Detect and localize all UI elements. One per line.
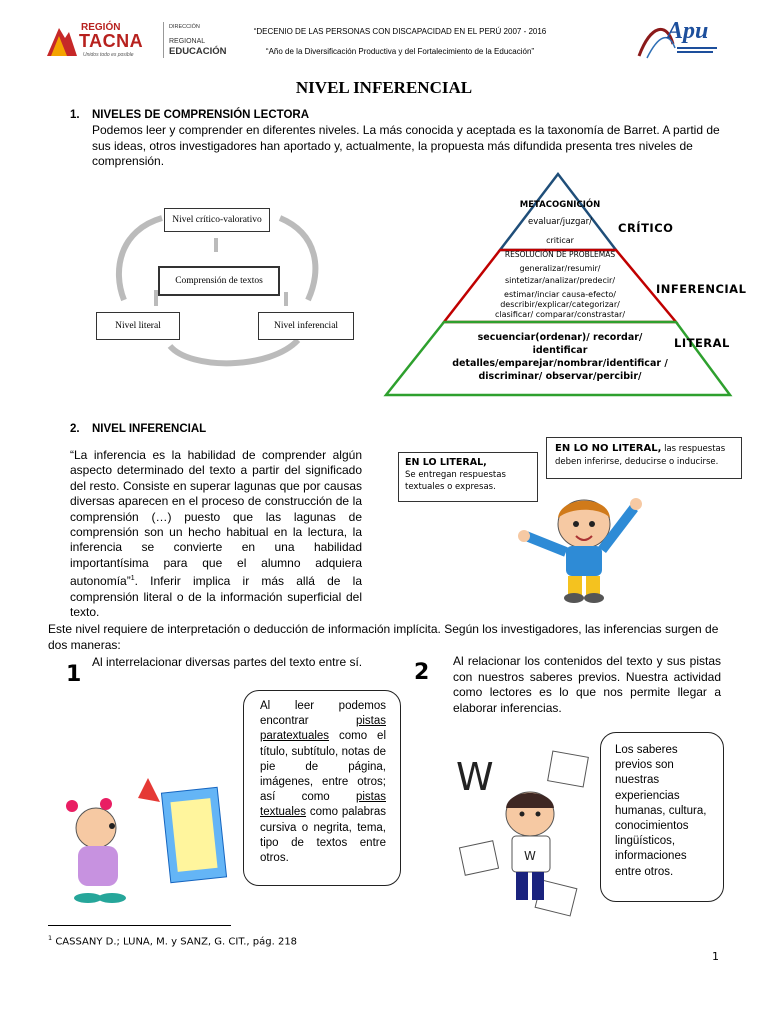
way2-number: 2 bbox=[414, 660, 430, 685]
tacna-mountain-icon bbox=[45, 22, 77, 58]
section2-footnote-ref: 1 bbox=[130, 575, 135, 583]
pyramid-mid-line5: clasificar/ comparar/constrastar/ bbox=[494, 310, 626, 319]
literal-box-title: EN LO LITERAL, bbox=[405, 457, 487, 468]
logo-tagline: Unidos todo es posible bbox=[83, 52, 134, 58]
nonliteral-box-text: las respuestas deben inferirse, deducirse o inducirse. bbox=[555, 444, 726, 467]
cycle-left-box: Nivel literal bbox=[96, 312, 180, 340]
section2-quote: “La inferencia es la habilidad de comprender algún aspecto determinado del texto a partir del significado del resto. Consiste en superar lagunas que por causas diversas aparecen en el proceso de construcción de la comprensión (…) puesto que las lagunas de comprensión son un hecho habitual en la lectura, la inferencia se convierte en una habilidad importantísima para que el alumno adquiera autonomía” bbox=[70, 448, 362, 589]
pyramid-mid-title: RESOLUCIÓN DE PROBLEMAS bbox=[504, 250, 616, 259]
footnote-separator bbox=[48, 925, 231, 926]
nonliteral-box-title: EN LO NO LITERAL, bbox=[555, 443, 662, 454]
paratextual-bubble bbox=[243, 690, 401, 886]
section1-number: 1. bbox=[70, 109, 80, 121]
pyramid-mid-line3: estimar/inciar causa-efecto/ bbox=[504, 290, 616, 299]
footnote bbox=[48, 934, 297, 947]
section2-tail: . Inferir implica ir más allá de la comprensión literal o de la información superficial del texto. bbox=[70, 574, 362, 620]
apu-underline-2 bbox=[677, 51, 713, 53]
pyramid-bot-line1: secuenciar(ordenar)/ recordar/ bbox=[477, 332, 643, 343]
pyramid-mid-line2: sintetizar/analizar/predecir/ bbox=[504, 276, 616, 285]
bubble1-part-a: Al leer podemos encontrar bbox=[260, 700, 386, 728]
bubble1-textual: pistas textuales bbox=[260, 791, 386, 819]
cycle-top-box: Nivel crítico-valorativo bbox=[164, 208, 270, 232]
pyramid-top-title: METACOGNICIÓN bbox=[519, 200, 601, 210]
apu-underline bbox=[677, 47, 717, 49]
pyramid-top-line1: evaluar/juzgar/ bbox=[528, 217, 592, 227]
pyramid-label-literal: LITERAL bbox=[674, 336, 730, 350]
logo-divider bbox=[163, 22, 164, 58]
footnote-text: CASSANY D.; LUNA, M. y SANZ, G. CIT., pág. 218 bbox=[52, 936, 298, 948]
literal-box-text: Se entregan respuestas textuales o expresas. bbox=[405, 470, 506, 492]
way1-text: Al interrelacionar diversas partes del texto entre sí. bbox=[92, 655, 363, 669]
logo-region: REGIÓN bbox=[81, 22, 121, 33]
page-title: NIVEL INFERENCIAL bbox=[295, 78, 473, 97]
pyramid-bot-line4: discriminar/ observar/percibir/ bbox=[478, 371, 642, 382]
prior-knowledge-bubble: Los saberes previos son nuestras experiencias humanas, cultura, conocimientos lingüísticos, informaciones entre otros. bbox=[600, 732, 724, 902]
svg-text:W: W bbox=[456, 755, 494, 799]
pyramid-mid-line1: generalizar/resumir/ bbox=[519, 264, 601, 273]
pyramid-mid-line4: describir/explicar/categorizar/ bbox=[500, 300, 620, 309]
nonliteral-box bbox=[546, 437, 742, 479]
way2-text: Al relacionar los contenidos del texto y sus pistas con nuestros saberes previos. Nuestra actividad como lectores es lo que nos permite llegar a elaborar inferencias. bbox=[453, 654, 721, 715]
logo-dept-line2: REGIONAL bbox=[169, 38, 206, 45]
pyramid-bot-line2: identificar bbox=[532, 345, 588, 356]
apu-logo bbox=[633, 14, 723, 64]
girl-reading-illustration bbox=[48, 770, 238, 910]
section2-heading: NIVEL INFERENCIAL bbox=[92, 423, 207, 435]
cycle-right-box: Nivel inferencial bbox=[258, 312, 354, 340]
pyramid-bot-line3: detalles/emparejar/nombrar/identificar / bbox=[452, 358, 668, 369]
pyramid-label-inferencial: INFERENCIAL bbox=[656, 282, 747, 296]
bubble1-paratextual: pistas paratextuales bbox=[260, 715, 386, 743]
footnote-sup: 1 bbox=[48, 934, 53, 942]
page-number: 1 bbox=[712, 950, 719, 963]
section2-number: 2. bbox=[70, 423, 80, 435]
bubble1-part-b: como el título, subtítulo, notas de pie de página, imágenes, entre otros; así como bbox=[260, 730, 386, 804]
pyramid-label-critico: CRÍTICO bbox=[618, 221, 674, 235]
boy-cartoon-illustration bbox=[512, 484, 662, 604]
svg-text:W: W bbox=[524, 849, 536, 863]
header-year-line: “Año de la Diversificación Productiva y del Fortalecimiento de la Educación” bbox=[265, 47, 535, 56]
bubble1-part-c: como palabras cursiva o negrita, tema, tipo de textos entre otros. bbox=[260, 806, 386, 865]
logo-dept-line3: EDUCACIÓN bbox=[169, 46, 227, 57]
cycle-center-box: Comprensión de textos bbox=[158, 266, 280, 296]
boy-writing-illustration bbox=[452, 748, 600, 918]
section1-heading: NIVELES DE COMPRENSIÓN LECTORA bbox=[92, 109, 310, 121]
intro-paragraph: Este nivel requiere de interpretación o deducción de información implícita. Según los investigadores, las inferencias surgen de dos maneras: bbox=[48, 622, 719, 652]
section1-paragraph: Podemos leer y comprender en diferentes niveles. La más conocida y aceptada es la taxonomía de Barret. A partid de sus ideas, otros investigadores han aportado y, actualmente, la propuesta más difundida presenta tres niveles de comprensión. bbox=[92, 123, 720, 168]
logo-tacna: TACNA bbox=[79, 31, 144, 51]
tacna-logo bbox=[45, 18, 225, 62]
section2-paragraph bbox=[70, 448, 362, 620]
header-decade-line: “DECENIO DE LAS PERSONAS CON DISCAPACIDAD EN EL PERÚ 2007 - 2016 bbox=[253, 27, 547, 36]
way1-number: 1 bbox=[66, 662, 82, 687]
pyramid-top-line2: criticar bbox=[546, 236, 574, 245]
logo-dept-line1: DIRECCIÓN bbox=[169, 24, 200, 30]
apu-logo-text: Apu bbox=[667, 18, 709, 44]
